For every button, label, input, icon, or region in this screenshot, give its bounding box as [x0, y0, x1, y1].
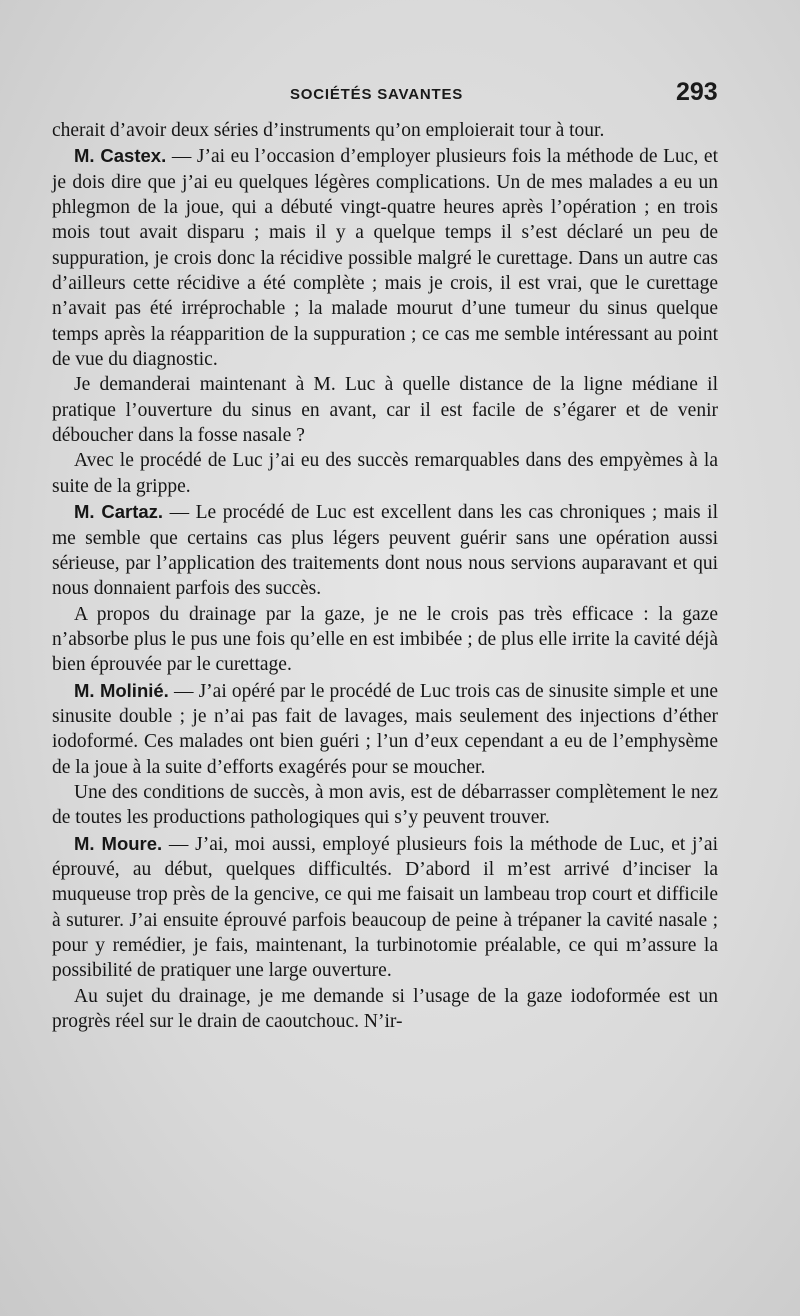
- body-text: [52, 118, 718, 1034]
- paragraph-text: A propos du drainage par la gaze, je ne le crois pas très efficace : la gaze n’absorbe plus le pus une fois qu’elle en est imbibée ; de plus elle irrite la cavité déjà bien éprouvée par le curettage.: [52, 603, 718, 676]
- paragraph-text: — Le procédé de Luc est excellent dans les cas chroniques ; mais il me semble que certains cas plus légers peuvent guérir sans une opération aussi sérieuse, par l’application des traitements dont nous nous servions auparavant et qui nous donnaient parfois des succès.: [52, 502, 718, 600]
- paragraph-5: [52, 499, 718, 601]
- paragraph-text: Au sujet du drainage, je me demande si l’usage de la gaze iodoformée est un progrès réel sur le drain de caoutchouc. N’ir-: [52, 985, 718, 1033]
- speaker-name: M. Molinié.: [74, 679, 169, 701]
- paragraph-4: [52, 448, 718, 499]
- paragraph-2: [52, 143, 718, 372]
- paragraph-text: — J’ai, moi aussi, employé plusieurs fois la méthode de Luc, et j’ai éprouvé, au début, quelques difficultés. D’abord il m’est arrivé d’inciser la muqueuse trop près de la gencive, ce qui me faisait un lambeau trop court et difficile à suturer. J’ai ensuite éprouvé parfois beaucoup de peine à trépaner la cavité nasale ; pour y remédier, je fais, maintenant, la turbinotomie préalable, ce qui m’assure la possibilité de pratiquer une large ouverture.: [52, 833, 718, 982]
- paragraph-6: [52, 602, 718, 678]
- paragraph-10: [52, 984, 718, 1035]
- speaker-name: M. Moure.: [74, 832, 163, 854]
- paragraph-9: [52, 831, 718, 984]
- paragraph-text: Je demanderai maintenant à M. Luc à quelle distance de la ligne médiane il pratique l’ouverture du sinus en avant, car il est facile de s’égarer et de venir déboucher dans la fosse nasale ?: [52, 374, 718, 447]
- paragraph-7: [52, 678, 718, 780]
- paragraph-text: — J’ai opéré par le procédé de Luc trois cas de sinusite simple et une sinusite double ; je n’ai pas fait de lavages, mais seulement des injections d’éther iodoformé. Ces malades ont bien guéri ; l’un d’eux cependant a eu de l’emphysème de la joue à la suite d’efforts exagérés pour se moucher.: [52, 680, 718, 778]
- paragraph-text: Avec le procédé de Luc j’ai eu des succès remarquables dans des empyèmes à la suite de la grippe.: [52, 450, 718, 497]
- speaker-name: M. Castex.: [74, 145, 167, 167]
- page-number: 293: [676, 78, 718, 106]
- running-head: SOCIÉTÉS SAVANTES: [290, 86, 464, 103]
- paragraph-8: [52, 780, 718, 831]
- paragraph-1: [52, 118, 718, 143]
- paragraph-text: — J’ai eu l’occasion d’employer plusieurs fois la méthode de Luc, et je dois dire que j’ai eu quelques légères complications. Un de mes malades a eu un phlegmon de la joue, qui a débuté vingt-quatre heures après l’opération ; en trois mois tout avait disparu ; mais il y a quelque temps il s’est déclaré un peu de suppuration, je crois donc la récidive possible malgré le curettage. Dans un autre cas d’ailleurs cette récidive a été complète ; mais je crois, il est vrai, que le curettage n’avait pas été irréprochable ; la malade mourut d’une tumeur du sinus quelque temps après la réapparition de la suppuration ; ce cas me semble intéressant au point de vue du diagnostic.: [52, 146, 718, 371]
- speaker-name: M. Cartaz.: [74, 501, 164, 523]
- paragraph-text: Une des conditions de succès, à mon avis, est de débarrasser complètement le nez de toutes les productions pathologiques qui s’y peuvent trouver.: [52, 781, 718, 829]
- page-header: [0, 76, 800, 108]
- paragraph-text: cherait d’avoir deux séries d’instruments qu’on emploierait tour à tour.: [52, 120, 605, 141]
- paragraph-3: [52, 372, 718, 448]
